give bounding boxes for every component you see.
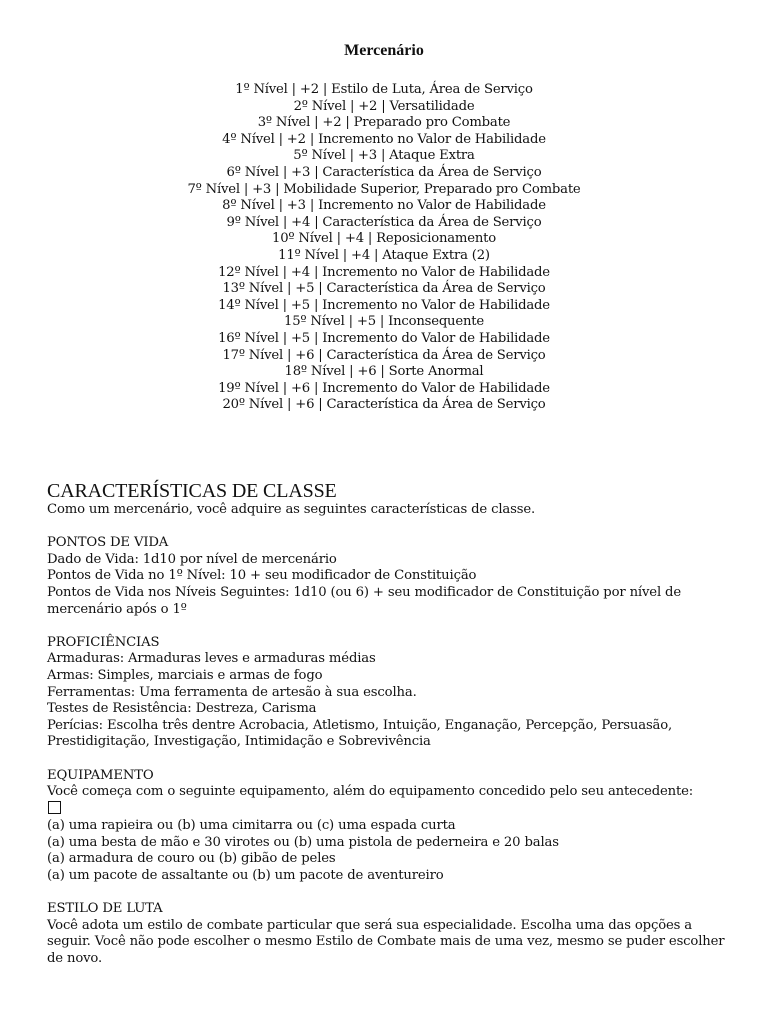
proficiencies-section [47, 635, 727, 751]
level-row: 9º Nível | +4 | Característica da Área de Serviço [226, 214, 542, 230]
level-row: 5º Nível | +3 | Ataque Extra [293, 148, 475, 164]
page-title: Mercenário [344, 42, 424, 59]
class-features-section [47, 480, 727, 968]
level-row: 15º Nível | +5 | Inconsequente [284, 314, 484, 330]
hit-points-heading: PONTOS DE VIDA [47, 535, 169, 551]
equipment-intro: Você começa com o seguinte equipamento, além do equipamento concedido pelo seu antecedente: [47, 784, 694, 800]
proficiency-line: Perícias: Escolha três dentre Acrobacia, Atletismo, Intuição, Enganação, Percepção, Persuasão, Prestidigitação, Investigação, Intimidação e Sobrevivência [47, 717, 673, 750]
equipment-line: (a) um pacote de assaltante ou (b) um pacote de aventureiro [47, 868, 444, 884]
level-row: 14º Nível | +5 | Incremento no Valor de Habilidade [218, 297, 550, 313]
equipment-line: (a) uma besta de mão e 30 virotes ou (b) uma pistola de pederneira e 20 balas [47, 834, 559, 850]
fighting-style-section [47, 901, 727, 967]
level-row: 20º Nível | +6 | Característica da Área de Serviço [222, 397, 546, 413]
proficiencies-heading: PROFICIÊNCIAS [47, 634, 160, 650]
level-row: 12º Nível | +4 | Incremento no Valor de Habilidade [218, 264, 550, 280]
hit-points-line: Pontos de Vida no 1º Nível: 10 + seu modificador de Constituição [47, 568, 477, 584]
level-row: 3º Nível | +2 | Preparado pro Combate [257, 115, 511, 131]
level-row: 13º Nível | +5 | Característica da Área de Serviço [222, 281, 546, 297]
hit-points-line: Pontos de Vida nos Níveis Seguintes: 1d10 (ou 6) + seu modificador de Constituição por nível de mercenário após o 1º [47, 584, 681, 617]
level-row: 1º Nível | +2 | Estilo de Luta, Área de Serviço [235, 82, 533, 97]
class-features-heading: CARACTERÍSTICAS DE CLASSE [47, 480, 337, 502]
checkbox-icon [48, 801, 61, 814]
fighting-style-heading: ESTILO DE LUTA [47, 901, 163, 917]
level-table [0, 82, 768, 414]
equipment-heading: EQUIPAMENTO [47, 767, 154, 783]
level-row: 11º Nível | +4 | Ataque Extra (2) [278, 247, 490, 263]
level-row: 10º Nível | +4 | Reposicionamento [272, 231, 496, 247]
proficiency-line: Armas: Simples, marciais e armas de fogo [47, 667, 323, 683]
equipment-section [47, 768, 727, 885]
level-row: 18º Nível | +6 | Sorte Anormal [284, 364, 484, 380]
level-row: 17º Nível | +6 | Característica da Área de Serviço [222, 347, 546, 363]
class-features-intro: Como um mercenário, você adquire as seguintes características de classe. [47, 502, 536, 517]
equipment-line: (a) armadura de couro ou (b) gibão de peles [47, 851, 336, 867]
level-row: 4º Nível | +2 | Incremento no Valor de Habilidade [222, 131, 546, 147]
level-row: 6º Nível | +3 | Característica da Área de Serviço [226, 164, 542, 180]
equipment-line: (a) uma rapieira ou (b) uma cimitarra ou (c) uma espada curta [47, 818, 456, 834]
level-row: 8º Nível | +3 | Incremento no Valor de Habilidade [222, 198, 546, 214]
proficiency-line: Ferramentas: Uma ferramenta de artesão à sua escolha. [47, 684, 417, 700]
hit-points-line: Dado de Vida: 1d10 por nível de mercenário [47, 551, 337, 567]
level-row: 16º Nível | +5 | Incremento do Valor de Habilidade [218, 330, 550, 346]
level-row: 19º Nível | +6 | Incremento do Valor de Habilidade [218, 380, 550, 396]
hit-points-section [47, 535, 727, 618]
fighting-style-text: Você adota um estilo de combate particular que será sua especialidade. Escolha uma das opções a seguir. Você não pode escolher o mesmo Estilo de Combate mais de uma vez, mesmo se puder escolher de novo. [47, 917, 725, 967]
level-row: 7º Nível | +3 | Mobilidade Superior, Preparado pro Combate [187, 181, 581, 197]
level-row: 2º Nível | +2 | Versatilidade [293, 98, 475, 114]
proficiency-line: Armaduras: Armaduras leves e armaduras médias [47, 651, 376, 667]
proficiency-line: Testes de Resistência: Destreza, Carisma [47, 701, 317, 717]
checkbox-line [47, 801, 727, 819]
